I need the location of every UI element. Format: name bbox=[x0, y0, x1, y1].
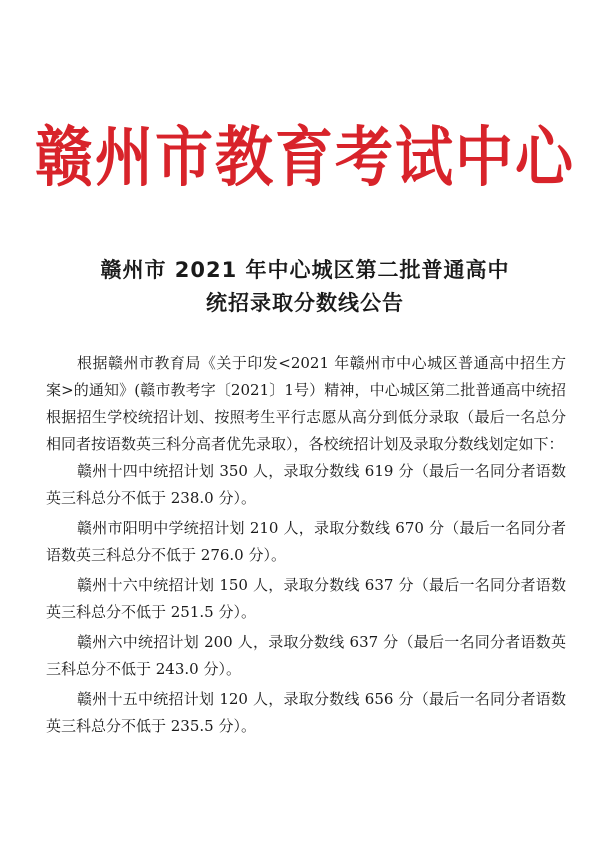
school-paragraph-shiwuzhong: 赣州十五中统招计划 120 人，录取分数线 656 分（最后一名同分者语数英三科总分不低于 235.5 分）。 bbox=[46, 690, 566, 735]
school-paragraph-shizhongsi: 赣州十四中统招计划 350 人，录取分数线 619 分（最后一名同分者语数英三科总分不低于 238.0 分）。 bbox=[46, 462, 566, 507]
school-paragraph-shiliuzhong: 赣州十六中统招计划 150 人，录取分数线 637 分（最后一名同分者语数英三科总分不低于 251.5 分）。 bbox=[46, 576, 566, 621]
document-body bbox=[46, 350, 566, 743]
intro-paragraph: 根据赣州市教育局《关于印发<2021 年赣州市中心城区普通高中招生方案>的通知》(赣市教考字〔2021〕1号）精神，中心城区第二批普通高中统招根据招生学校统招计划、按照考生平行志愿从高分到低分录取（最后一名总分相同者按语数英三科分高者优先录取），各校统招计划及录取分数线划定如下： bbox=[46, 354, 566, 453]
document-title-line-2: 统招录取分数线公告 bbox=[206, 291, 404, 315]
letterhead-title: 赣州市教育考试中心 bbox=[34, 119, 575, 196]
document-title-line-1: 赣州市 2021 年中心城区第二批普通高中 bbox=[100, 258, 510, 282]
school-paragraph-yangming: 赣州市阳明中学统招计划 210 人，录取分数线 670 分（最后一名同分者语数英三科总分不低于 276.0 分）。 bbox=[46, 519, 566, 564]
school-paragraph-liuzhong: 赣州六中统招计划 200 人，录取分数线 637 分（最后一名同分者语数英三科总分不低于 243.0 分）。 bbox=[46, 633, 566, 678]
